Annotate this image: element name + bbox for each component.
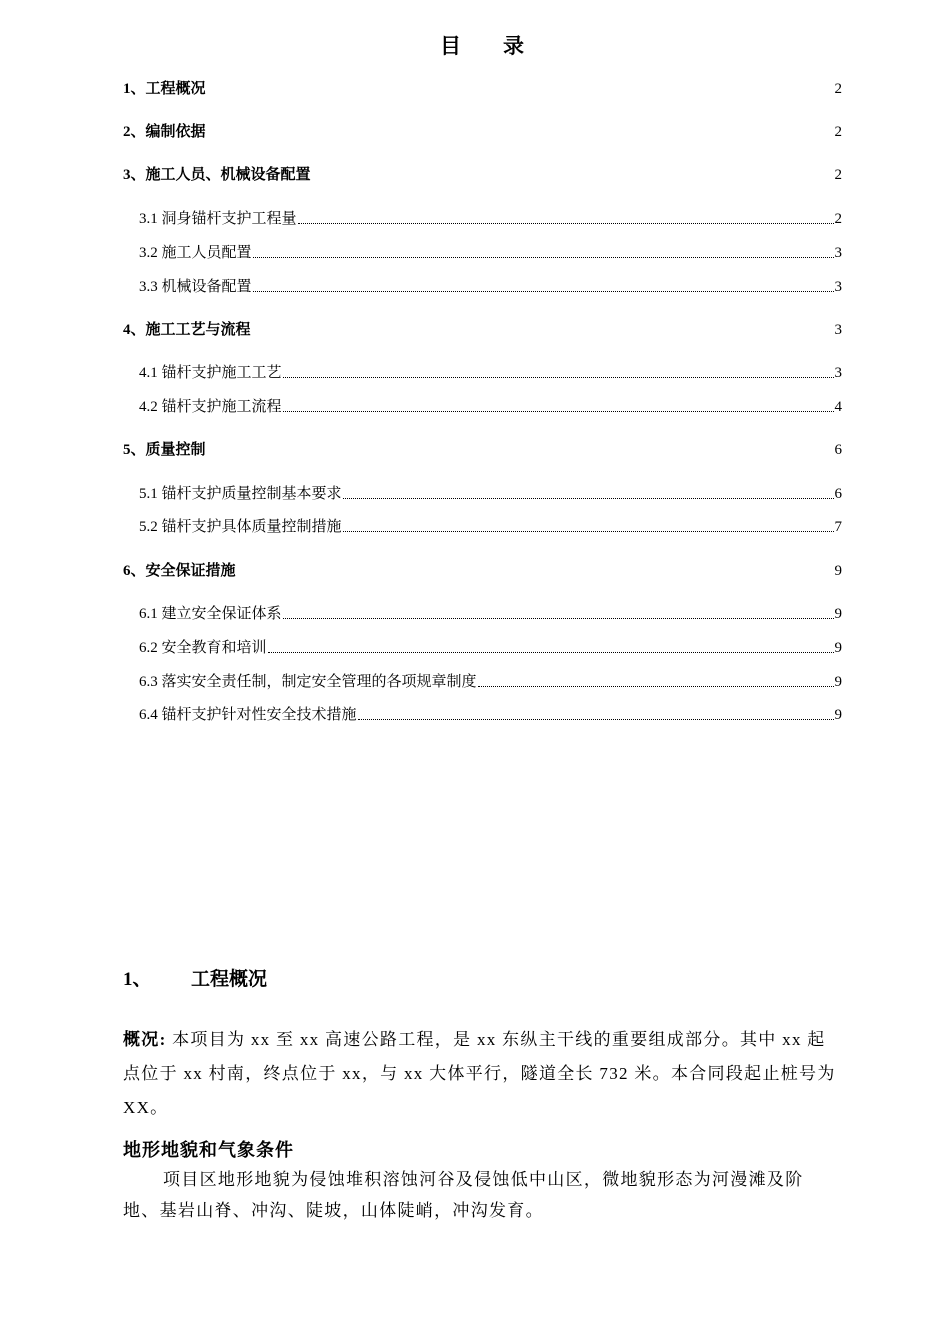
toc-entry-label: 5、质量控制 — [123, 442, 206, 458]
toc-entry-label: 6.3 落实安全责任制，制定安全管理的各项规章制度 — [139, 674, 477, 690]
toc-entry-5-1[interactable] — [139, 485, 842, 503]
terrain-paragraph: 项目区地形地貌为侵蚀堆积溶蚀河谷及侵蚀低中山区，微地貌形态为河漫滩及阶地、基岩山脊、冲沟、陡坡，山体陡峭，冲沟发育。 — [123, 1170, 804, 1220]
section-title: 工程概况 — [191, 969, 268, 990]
toc-leader-dots — [283, 377, 834, 378]
toc-entry-4-2[interactable] — [139, 398, 842, 416]
toc-entry-label: 6.4 锚杆支护针对性安全技术措施 — [139, 707, 357, 723]
toc-leader-dots — [343, 531, 834, 532]
toc-entry-page: 3 — [834, 322, 842, 338]
toc-entry-label: 6、安全保证措施 — [123, 563, 236, 579]
toc-entry-label: 5.1 锚杆支护质量控制基本要求 — [139, 486, 342, 502]
toc-entry-3-3[interactable] — [139, 278, 842, 296]
toc-leader-dots — [358, 719, 834, 720]
toc-entry-4-1[interactable] — [139, 364, 842, 382]
toc-entry-6[interactable] — [123, 562, 842, 580]
toc-entry-page: 9 — [834, 606, 842, 622]
section-heading — [123, 964, 267, 991]
toc-leader-dots — [268, 652, 834, 653]
toc-entry-label: 6.2 安全教育和培训 — [139, 640, 267, 656]
toc-leader-dots — [283, 618, 834, 619]
toc-entry-label: 4.2 锚杆支护施工流程 — [139, 399, 282, 415]
toc-entry-6-3[interactable] — [139, 673, 842, 691]
overview-text: 本项目为 xx 至 xx 高速公路工程，是 xx 东纵主干线的重要组成部分。其中 xx 起点位于 xx 村南，终点位于 xx，与 xx 大体平行，隧道全长 732 米。本合同段起止桩号为 XX。 — [123, 1030, 836, 1117]
toc-entry-page: 3 — [834, 245, 842, 261]
toc-entry-page: 9 — [834, 640, 842, 656]
toc-entry-label: 3、施工人员、机械设备配置 — [123, 167, 311, 183]
overview-paragraph — [123, 1023, 837, 1125]
toc-entry-3-2[interactable] — [139, 244, 842, 262]
toc-entry-page: 3 — [834, 365, 842, 381]
toc-entry-label: 6.1 建立安全保证体系 — [139, 606, 282, 622]
toc-entry-page: 7 — [834, 519, 842, 535]
toc-entry-page: 2 — [834, 167, 842, 183]
toc-entry-label: 2、编制依据 — [123, 124, 206, 140]
toc-leader-dots — [343, 498, 834, 499]
toc-entry-page: 4 — [834, 399, 842, 415]
toc-entry-page: 2 — [834, 124, 842, 140]
toc-entry-page: 6 — [834, 442, 842, 458]
toc-entry-3[interactable] — [123, 166, 842, 184]
toc-entry-4[interactable] — [123, 321, 842, 339]
toc-entry-5-2[interactable] — [139, 518, 842, 536]
toc-title-char-2: 录 — [503, 34, 526, 58]
toc-entry-page: 9 — [834, 563, 842, 579]
toc-title — [0, 30, 950, 60]
toc-leader-dots — [253, 257, 834, 258]
toc-entry-label: 1、工程概况 — [123, 81, 206, 97]
toc-entry-label: 3.2 施工人员配置 — [139, 245, 252, 261]
toc-leader-dots — [478, 686, 834, 687]
toc-entry-1[interactable] — [123, 80, 842, 98]
toc-entry-label: 5.2 锚杆支护具体质量控制措施 — [139, 519, 342, 535]
toc-entry-5[interactable] — [123, 441, 842, 459]
toc-entry-page: 6 — [834, 486, 842, 502]
overview-lead: 概况: — [123, 1030, 167, 1049]
toc-entry-page: 2 — [834, 81, 842, 97]
toc-entry-label: 3.1 洞身锚杆支护工程量 — [139, 211, 297, 227]
toc-leader-dots — [298, 223, 834, 224]
toc-title-char-1: 目 — [440, 34, 463, 58]
section-number: 1、 — [123, 969, 152, 990]
toc-entry-page: 2 — [834, 211, 842, 227]
toc-leader-dots — [283, 411, 834, 412]
toc-entry-label: 4.1 锚杆支护施工工艺 — [139, 365, 282, 381]
toc-entry-page: 3 — [834, 279, 842, 295]
toc-entry-3-1[interactable] — [139, 210, 842, 228]
toc-entry-6-4[interactable] — [139, 706, 842, 724]
terrain-heading: 地形地貌和气象条件 — [123, 1140, 294, 1160]
toc-leader-dots — [253, 291, 834, 292]
toc-entry-6-2[interactable] — [139, 639, 842, 657]
toc-entry-2[interactable] — [123, 123, 842, 141]
toc-entry-label: 3.3 机械设备配置 — [139, 279, 252, 295]
toc-entry-page: 9 — [834, 674, 842, 690]
toc-entry-6-1[interactable] — [139, 605, 842, 623]
toc-entry-label: 4、施工工艺与流程 — [123, 322, 251, 338]
toc-entry-page: 9 — [834, 707, 842, 723]
